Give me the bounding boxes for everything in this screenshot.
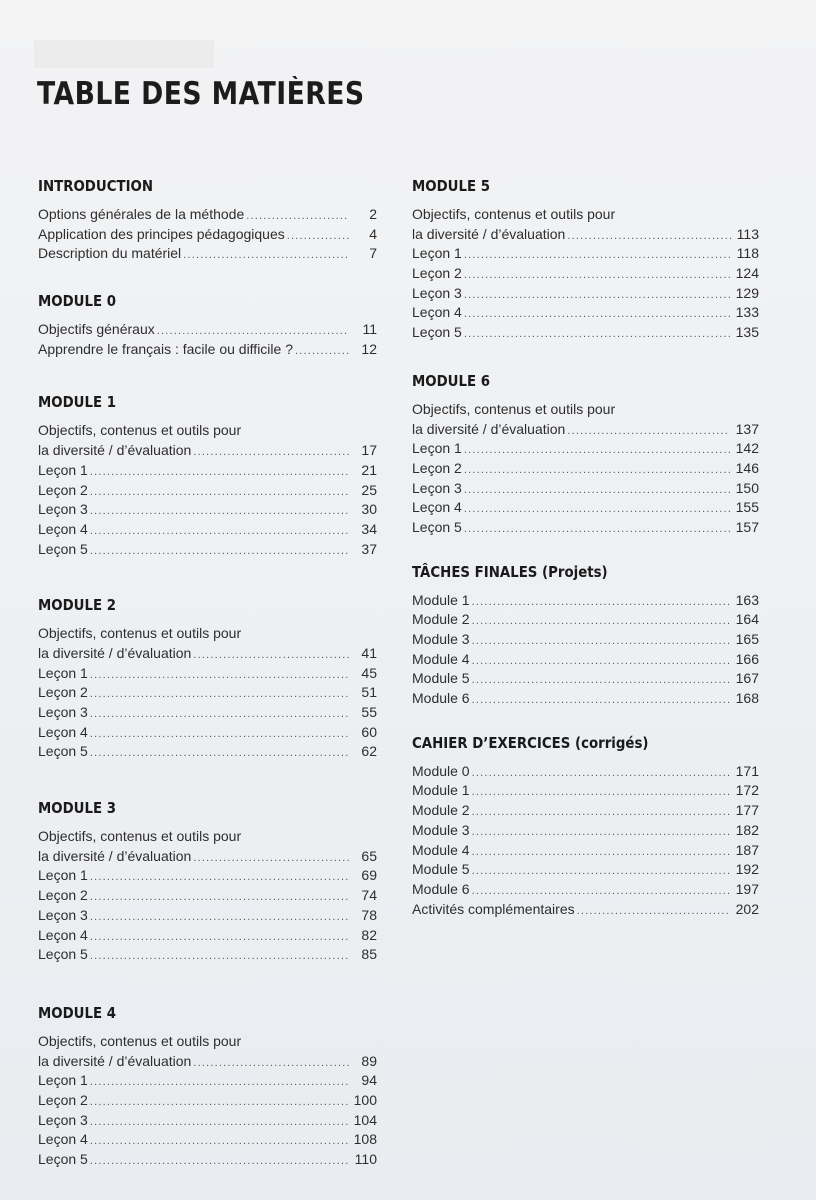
entry-label: Objectifs généraux	[38, 321, 155, 338]
entry-page-number: 164	[735, 611, 759, 628]
toc-entry[interactable]	[38, 847, 377, 867]
toc-entry[interactable]	[38, 481, 377, 501]
dot-leader	[90, 463, 349, 483]
entry-label-line1: Objectifs, contenus et outils pour	[38, 828, 242, 845]
entry-page-number: 51	[361, 684, 377, 701]
entry-page-number: 17	[361, 442, 377, 459]
entry-label: Leçon 1	[38, 461, 88, 478]
dot-leader	[90, 1093, 348, 1113]
toc-entry[interactable]	[38, 664, 377, 684]
toc-entry[interactable]	[38, 244, 377, 264]
entry-page-number: 118	[736, 245, 759, 262]
entry-label: Leçon 2	[38, 887, 88, 904]
dot-leader	[577, 902, 730, 922]
toc-section-cahier-exercices	[412, 733, 759, 920]
entry-label: Module 5	[412, 670, 470, 687]
dot-leader	[193, 849, 349, 869]
entry-label: Leçon 3	[412, 479, 462, 496]
entry-label: la diversité / d’évaluation	[412, 420, 566, 437]
dot-leader	[464, 461, 730, 481]
toc-entry[interactable]	[412, 244, 759, 264]
entry-label: Module 3	[412, 631, 470, 647]
entry-label-line1: Objectifs, contenus et outils pour	[412, 206, 616, 222]
dot-leader	[295, 342, 349, 362]
toc-entry[interactable]	[412, 880, 759, 900]
entry-page-number: 41	[361, 644, 377, 661]
toc-entry[interactable]	[38, 1130, 377, 1150]
entry-page-number: 2	[369, 206, 377, 222]
entry-label: la diversité / d’évaluation	[38, 1052, 192, 1069]
entry-label: Leçon 3	[38, 1111, 88, 1128]
entry-page-number: 172	[735, 782, 759, 799]
entry-page-number: 65	[361, 847, 377, 864]
toc-entry[interactable]	[38, 340, 377, 360]
toc-entry[interactable]	[412, 284, 759, 304]
entry-page-number: 182	[735, 821, 759, 838]
toc-right-column	[412, 176, 759, 919]
entry-page-number: 133	[735, 304, 759, 321]
entry-page-number: 150	[735, 479, 759, 496]
entry-page-number: 166	[735, 650, 759, 667]
section-title: MODULE 1	[38, 393, 117, 412]
toc-entry[interactable]	[38, 945, 377, 965]
toc-section-module-0	[38, 291, 377, 359]
section-title	[412, 733, 710, 754]
entry-label: Module 4	[412, 841, 470, 858]
entry-label: la diversité / d’évaluation	[38, 644, 192, 661]
entry-page-number: 171	[735, 762, 759, 779]
entry-label: Leçon 5	[38, 743, 88, 760]
toc-entry[interactable]	[412, 610, 759, 630]
entry-label: Leçon 5	[38, 946, 88, 963]
section-title-main: CAHIER D’EXERCICES	[412, 733, 571, 752]
entry-label: Leçon 4	[412, 304, 462, 321]
entry-label: Leçon 1	[412, 245, 462, 262]
dot-leader	[464, 500, 730, 520]
entry-page-number: 187	[735, 841, 759, 858]
toc-entry[interactable]	[38, 683, 377, 703]
toc-section-module-3	[38, 798, 377, 965]
dot-leader	[90, 908, 349, 928]
section-title: MODULE 2	[38, 596, 117, 615]
toc-entry[interactable]	[412, 669, 759, 689]
toc-entry[interactable]	[412, 420, 759, 440]
entry-page-number: 165	[735, 631, 759, 647]
dot-leader	[90, 1152, 349, 1172]
toc-entry[interactable]	[38, 926, 377, 946]
dot-leader	[472, 803, 730, 823]
toc-entry[interactable]	[412, 781, 759, 801]
entry-label: Module 3	[412, 821, 470, 838]
spacer	[412, 343, 759, 371]
toc-entry[interactable]	[38, 644, 377, 664]
section-title	[412, 562, 710, 583]
entry-label: Leçon 2	[412, 459, 462, 476]
dot-leader	[472, 691, 730, 711]
entry-page-number: 12	[361, 340, 377, 357]
toc-entry[interactable]	[412, 650, 759, 670]
toc-entry[interactable]	[412, 689, 759, 709]
toc-entry[interactable]	[38, 703, 377, 723]
entry-label: Leçon 3	[38, 704, 88, 720]
entry-label: Leçon 1	[38, 867, 88, 884]
entry-label: Leçon 3	[38, 906, 88, 923]
entry-page-number: 30	[361, 501, 377, 518]
entry-label: Leçon 5	[412, 324, 462, 341]
toc-left-column	[38, 176, 377, 1170]
toc-entry[interactable]	[412, 479, 759, 499]
toc-entry[interactable]	[412, 630, 759, 650]
toc-entry[interactable]	[412, 439, 759, 459]
entry-page-number: 135	[735, 324, 759, 341]
dot-leader	[90, 744, 349, 764]
section-title: MODULE 3	[38, 799, 117, 818]
toc-entry[interactable]	[412, 459, 759, 479]
toc-entry[interactable]	[38, 742, 377, 762]
page-title: TABLE DES MATIÈRES	[37, 76, 365, 112]
dot-leader	[472, 632, 730, 652]
entry-label: Leçon 1	[38, 664, 88, 681]
dot-leader	[472, 612, 730, 632]
toc-entry[interactable]	[412, 860, 759, 880]
toc-entry[interactable]	[412, 303, 759, 323]
toc-entry[interactable]	[412, 264, 759, 284]
spacer	[38, 359, 377, 392]
entry-label-line1: Objectifs, contenus et outils pour	[38, 422, 242, 439]
entry-label: Module 2	[412, 611, 470, 628]
entry-label: Leçon 2	[412, 265, 462, 282]
entry-label: Options générales de la méthode	[38, 206, 245, 222]
section-title-suffix: (Projets)	[542, 562, 608, 581]
spacer	[38, 762, 377, 798]
entry-label: Leçon 2	[38, 684, 88, 701]
entry-page-number: 94	[361, 1072, 377, 1089]
dot-leader	[90, 666, 349, 686]
section-title: MODULE 6	[412, 371, 491, 390]
dot-leader	[90, 705, 349, 725]
entry-page-number: 74	[361, 887, 377, 904]
entry-label: Leçon 5	[38, 1151, 88, 1167]
entry-label-line1: Objectifs, contenus et outils pour	[412, 400, 616, 417]
entry-label: Description du matériel	[38, 245, 182, 262]
toc-entry[interactable]	[412, 801, 759, 821]
toc-entry[interactable]	[412, 900, 759, 920]
entry-label: Module 0	[412, 762, 470, 779]
entry-page-number: 110	[354, 1151, 377, 1167]
section-title: MODULE 0	[38, 292, 117, 311]
dot-leader	[90, 685, 349, 705]
toc-entry[interactable]	[38, 886, 377, 906]
section-title-main: TÂCHES FINALES	[412, 562, 538, 581]
entry-label: Leçon 3	[412, 284, 462, 301]
dot-leader	[183, 246, 349, 266]
spacer	[412, 538, 759, 562]
dot-leader	[472, 823, 730, 843]
toc-entry[interactable]	[38, 461, 377, 481]
dot-leader	[464, 520, 730, 540]
entry-label: Module 2	[412, 802, 470, 819]
dot-leader	[567, 422, 729, 442]
entry-page-number: 69	[361, 867, 377, 884]
entry-label: Leçon 1	[412, 440, 462, 457]
section-title: MODULE 5	[412, 177, 491, 195]
entry-page-number: 163	[735, 591, 759, 608]
entry-label: Module 1	[412, 591, 470, 608]
dot-leader	[464, 286, 730, 306]
dot-leader	[464, 246, 731, 266]
toc-section-module-2	[38, 595, 377, 762]
entry-page-number: 4	[369, 225, 377, 242]
toc-entry[interactable]	[412, 323, 759, 343]
toc-entry[interactable]	[38, 1052, 377, 1072]
dot-leader	[90, 502, 349, 522]
toc-section-taches-finales	[412, 562, 759, 709]
entry-page-number: 146	[735, 459, 759, 476]
toc-entry[interactable]	[38, 1071, 377, 1091]
entry-label: la diversité / d’évaluation	[38, 847, 192, 864]
entry-page-number: 197	[735, 880, 759, 897]
dot-leader	[567, 227, 730, 247]
toc-entry[interactable]	[38, 723, 377, 743]
dot-leader	[472, 843, 730, 863]
entry-label: Apprendre le français : facile ou difficile ?	[38, 340, 293, 357]
entry-page-number: 62	[361, 743, 377, 760]
entry-page-number: 129	[735, 284, 759, 301]
entry-label: Leçon 2	[38, 1091, 88, 1108]
dot-leader	[90, 522, 349, 542]
entry-label: Module 4	[412, 650, 470, 667]
toc-section-module-4	[38, 1003, 377, 1170]
entry-label: Leçon 5	[412, 518, 462, 535]
dot-leader	[90, 888, 349, 908]
toc-entry[interactable]	[38, 225, 377, 245]
entry-label: Module 5	[412, 861, 470, 878]
toc-entry[interactable]	[38, 540, 377, 560]
section-title: INTRODUCTION	[38, 177, 154, 195]
entry-label: Leçon 4	[38, 723, 88, 740]
entry-label: la diversité / d’évaluation	[38, 442, 192, 459]
entry-page-number: 34	[361, 520, 377, 537]
spacer	[38, 559, 377, 595]
spacer	[38, 965, 377, 1003]
entry-page-number: 124	[735, 265, 759, 282]
section-title: MODULE 4	[38, 1003, 117, 1022]
dot-leader	[464, 325, 730, 345]
toc-entry[interactable]	[38, 441, 377, 461]
toc-entry[interactable]	[412, 841, 759, 861]
dot-leader	[90, 947, 349, 967]
entry-page-number: 113	[736, 225, 759, 242]
entry-page-number: 21	[361, 461, 377, 478]
entry-page-number: 157	[735, 518, 759, 535]
dot-leader	[193, 443, 349, 463]
entry-page-number: 137	[735, 420, 759, 437]
entry-label: Leçon 4	[38, 926, 88, 943]
entry-label: Leçon 3	[38, 501, 88, 518]
toc-section-module-5	[412, 176, 759, 343]
dot-leader	[90, 725, 349, 745]
entry-page-number: 7	[369, 245, 377, 262]
entry-page-number: 60	[361, 723, 377, 740]
dot-leader	[287, 227, 349, 247]
toc-entry[interactable]	[412, 225, 759, 245]
dot-leader	[90, 868, 349, 888]
dot-leader	[472, 862, 730, 882]
dot-leader	[472, 652, 730, 672]
toc-entry[interactable]	[38, 520, 377, 540]
entry-page-number: 55	[361, 704, 377, 720]
entry-page-number: 11	[362, 321, 377, 338]
entry-label: Leçon 5	[38, 540, 88, 557]
entry-label: Application des principes pédagogiques	[38, 225, 285, 242]
dot-leader	[193, 646, 349, 666]
toc-entry[interactable]	[412, 821, 759, 841]
toc-section-introduction	[38, 176, 377, 264]
toc-section-module-1	[38, 392, 377, 559]
spacer	[38, 264, 377, 291]
toc-entry[interactable]	[412, 762, 759, 782]
entry-label: Activités complémentaires	[412, 900, 575, 917]
entry-label-line1: Objectifs, contenus et outils pour	[38, 1032, 242, 1049]
entry-page-number: 45	[361, 664, 377, 681]
dot-leader	[193, 1054, 349, 1074]
entry-page-number: 85	[361, 946, 377, 963]
toc-entry[interactable]	[38, 320, 377, 340]
entry-label: Module 1	[412, 782, 470, 799]
show-through-header-block	[34, 40, 214, 68]
entry-page-number: 78	[361, 906, 377, 923]
dot-leader	[90, 542, 349, 562]
dot-leader	[464, 441, 730, 461]
dot-leader	[464, 481, 730, 501]
toc-entry[interactable]	[38, 866, 377, 886]
entry-label: Module 6	[412, 690, 470, 707]
entry-page-number: 37	[361, 540, 377, 557]
toc-entry[interactable]	[38, 1111, 377, 1131]
entry-label: Leçon 4	[38, 520, 88, 537]
entry-page-number: 177	[735, 802, 759, 819]
toc-entry[interactable]	[38, 1150, 377, 1170]
dot-leader	[90, 1113, 348, 1133]
entry-page-number: 167	[735, 670, 759, 687]
entry-label: la diversité / d’évaluation	[412, 225, 566, 242]
dot-leader	[472, 671, 730, 691]
toc-entry[interactable]	[38, 500, 377, 520]
toc-entry[interactable]	[412, 591, 759, 611]
entry-page-number: 142	[735, 440, 759, 457]
section-title-suffix: (corrigés)	[574, 733, 649, 752]
toc-entry[interactable]	[412, 518, 759, 538]
toc-entry[interactable]	[412, 498, 759, 518]
entry-page-number: 82	[361, 926, 377, 943]
toc-entry[interactable]	[38, 906, 377, 926]
toc-entry[interactable]	[38, 205, 377, 225]
entry-page-number: 104	[353, 1111, 377, 1128]
entry-label: Leçon 4	[38, 1131, 88, 1148]
entry-label: Leçon 2	[38, 481, 88, 498]
entry-page-number: 100	[353, 1091, 377, 1108]
dot-leader	[464, 266, 730, 286]
dot-leader	[472, 593, 730, 613]
entry-page-number: 25	[361, 481, 377, 498]
dot-leader	[464, 305, 730, 325]
entry-page-number: 108	[353, 1131, 377, 1148]
spacer	[412, 709, 759, 733]
dot-leader	[90, 1073, 349, 1093]
dot-leader	[90, 928, 349, 948]
toc-entry[interactable]	[38, 1091, 377, 1111]
dot-leader	[472, 783, 730, 803]
entry-page-number: 168	[735, 690, 759, 707]
entry-page-number: 202	[735, 900, 759, 917]
dot-leader	[90, 483, 349, 503]
entry-label: Module 6	[412, 880, 470, 897]
dot-leader	[472, 764, 730, 784]
dot-leader	[90, 1132, 348, 1152]
entry-page-number: 155	[735, 499, 759, 516]
entry-page-number: 89	[361, 1052, 377, 1069]
entry-label: Leçon 4	[412, 499, 462, 516]
entry-page-number: 192	[735, 861, 759, 878]
entry-label-line1: Objectifs, contenus et outils pour	[38, 625, 242, 642]
toc-section-module-6	[412, 371, 759, 538]
entry-label: Leçon 1	[38, 1072, 88, 1089]
